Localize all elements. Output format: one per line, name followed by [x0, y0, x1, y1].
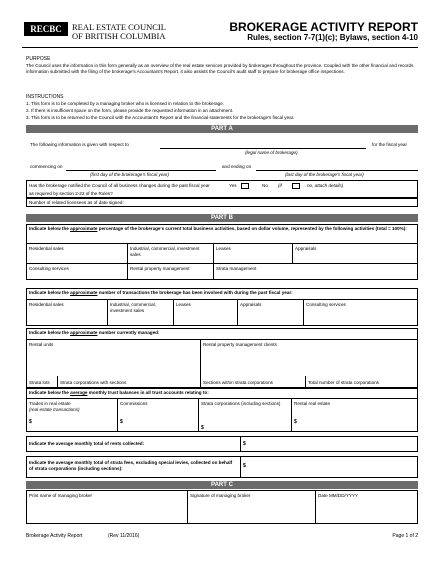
org-name-line1: REAL ESTATE COUNCIL: [72, 22, 166, 32]
strata-dollar[interactable]: $: [201, 425, 204, 431]
section1-instruction: Indicate below the approximate percentage of the brokerage's current total business activities, based on dollar volume, represented by the following activities (total = 100%):: [29, 226, 407, 231]
section2-col1: [107, 299, 108, 326]
strata-trust-label: Strata corporations (including sections): [201, 401, 281, 406]
section2-col3: [237, 299, 238, 326]
logo-badge: RECBC: [24, 22, 68, 36]
part-c-header: PART C: [26, 481, 418, 489]
s2-appraisals[interactable]: Appraisals: [240, 302, 262, 307]
fiscal-year-label: for the fiscal year: [372, 142, 407, 147]
part-c-col1: [187, 490, 188, 524]
footer-page: Page 1 of 2: [392, 533, 418, 539]
trades-sub: (real estate transactions): [29, 407, 80, 412]
first-day-field[interactable]: [66, 170, 216, 171]
section4-col3: [291, 398, 292, 432]
section4-divider: [26, 398, 418, 399]
related-licensees-label: Number of related licensees as of date signed:: [29, 200, 124, 205]
section2-col2: [173, 299, 174, 326]
part-c-col2: [315, 490, 316, 524]
section1-col1: [127, 243, 128, 280]
rents-divider: [240, 436, 241, 452]
s2-leases[interactable]: Leases: [176, 302, 191, 307]
section2-divider: [26, 299, 418, 300]
instruction-2: 2. If there is insufficient space on the form, please provide the requested information in an attachment.: [26, 108, 234, 113]
s1-consulting[interactable]: Consulting services: [29, 266, 69, 271]
instruction-1: 1. This form is to be completed by a managing broker who is licensed in relation to the brokerage.: [26, 101, 225, 106]
part-a-info-prefix: The following information is given with respect to: [30, 142, 129, 147]
no-checkbox[interactable]: [292, 183, 300, 189]
rental-trust-label: Rental real estate: [294, 401, 331, 406]
no-attach-note: no, attach details): [307, 183, 344, 188]
trades-label: Trades in real estate: [29, 401, 71, 406]
notified-question: Has the brokerage notified the Council of all business changes during the past fiscal year: [29, 183, 210, 188]
purpose-text: The Council uses the information in this form generally as an overview of the real estate services provided by brokerages throughout the province. Coupled with the other financial and records information submitted with the filing of the brokerage's Accountant's Report, it also assists the Council's audit staff to prepare for brokerage office inspections.: [26, 63, 414, 74]
section1-col2: [213, 243, 214, 280]
section3-instruction: Indicate below the approximate number currently managed:: [29, 330, 160, 335]
rental-clients[interactable]: Rental property management clients: [203, 342, 277, 347]
total-strata-corps[interactable]: Total number of strata corporations: [308, 380, 379, 385]
trades-dollar[interactable]: $: [29, 419, 32, 425]
as-required-text: as required by section 2-22 of the Rules?: [29, 191, 113, 196]
s1-appraisals[interactable]: Appraisals: [295, 246, 317, 251]
part-b-header: PART B: [26, 214, 418, 222]
page-subtitle: Rules, section 7-7(1)(c); Bylaws, section 4-10: [247, 33, 418, 42]
s2-commercial-sales[interactable]: Industrial, commercial, investment sales: [110, 302, 156, 313]
s1-rental-mgmt[interactable]: Rental property management: [130, 266, 190, 271]
strata-fees-dollar[interactable]: $: [243, 463, 246, 469]
section3-divider: [26, 339, 418, 340]
instruction-3: 3. This form is to be returned to the Council with the Accountant's Report and the financial statements for the brokerage's fiscal year.: [26, 115, 295, 120]
commissions-dollar[interactable]: $: [120, 419, 123, 425]
section3-col-mid: [200, 339, 201, 388]
section3-box: [26, 328, 418, 388]
section2-instruction: Indicate below the approximate number of transactions the brokerage has been involved with during the past fiscal year:: [29, 290, 293, 295]
page-title: BROKERAGE ACTIVITY REPORT: [229, 20, 418, 34]
sections-within-strata[interactable]: Sections within strata corporations: [203, 380, 273, 385]
section4-instruction: Indicate below the average monthly trust balances in all trust accounts relating to:: [29, 390, 209, 395]
section1-box: [26, 224, 418, 280]
no-label: No: [262, 183, 268, 188]
s1-commercial-sales[interactable]: Industrial, commercial, investment sales: [130, 246, 200, 257]
rental-units[interactable]: Rental units: [29, 342, 54, 347]
commencing-label: commencing on: [30, 164, 63, 169]
signature-field[interactable]: Signature of managing broker: [190, 493, 251, 498]
section1-row-divider: [26, 263, 418, 264]
s1-strata-mgmt[interactable]: Strata management: [216, 266, 257, 271]
if-label: (if: [278, 183, 282, 188]
section4-col2: [198, 398, 199, 432]
legal-name-caption: (legal name of brokerage): [245, 150, 298, 155]
yes-checkbox[interactable]: [241, 183, 249, 189]
footer-form-name: Brokerage Activity Report: [26, 533, 83, 539]
last-day-caption: (last day of the brokerage's fiscal year): [285, 172, 364, 177]
section3-col-a: [57, 376, 58, 388]
print-name-field[interactable]: Print name of managing broker: [29, 493, 93, 498]
header-rule: [22, 47, 418, 48]
part-a-header: PART A: [26, 125, 418, 133]
org-name-line2: OF BRITISH COLUMBIA: [72, 31, 166, 41]
s1-leases[interactable]: Leases: [216, 246, 231, 251]
date-field[interactable]: Date MM/DD/YYYY: [318, 493, 359, 498]
yes-label: Yes: [229, 183, 237, 188]
commissions-label: Commissions: [120, 401, 148, 406]
rents-collected-label: Indicate the average monthly total of rents collected:: [29, 441, 145, 446]
ending-label: and ending on: [222, 164, 252, 169]
section3-col-b: [305, 376, 306, 388]
s2-consulting[interactable]: Consulting services: [306, 302, 346, 307]
s1-residential-sales[interactable]: Residential sales: [29, 246, 64, 251]
strata-fees-divider: [240, 456, 241, 478]
section1-col3: [292, 243, 293, 263]
s2-residential-sales[interactable]: Residential sales: [29, 302, 64, 307]
strata-corps-with-sections[interactable]: Strata corporations with sections: [60, 380, 127, 385]
rental-dollar[interactable]: $: [294, 419, 297, 425]
strata-lots[interactable]: Strata lots: [29, 380, 50, 385]
footer-revision: (Rev 11/2016): [108, 533, 140, 539]
legal-name-field[interactable]: [160, 148, 366, 149]
strata-fees-label: Indicate the average monthly total of strata fees, excluding special levies, collected on behalf of strata corporations (including sections):: [29, 460, 233, 471]
instructions-heading: INSTRUCTIONS: [26, 94, 64, 100]
section1-divider: [26, 243, 418, 244]
rents-collected-dollar[interactable]: $: [243, 441, 246, 447]
first-day-caption: (first day of the brokerage's fiscal year): [90, 172, 170, 177]
section2-col4: [303, 299, 304, 326]
section4-col1: [117, 398, 118, 432]
purpose-heading: PURPOSE: [26, 56, 51, 62]
last-day-field[interactable]: [256, 170, 418, 171]
